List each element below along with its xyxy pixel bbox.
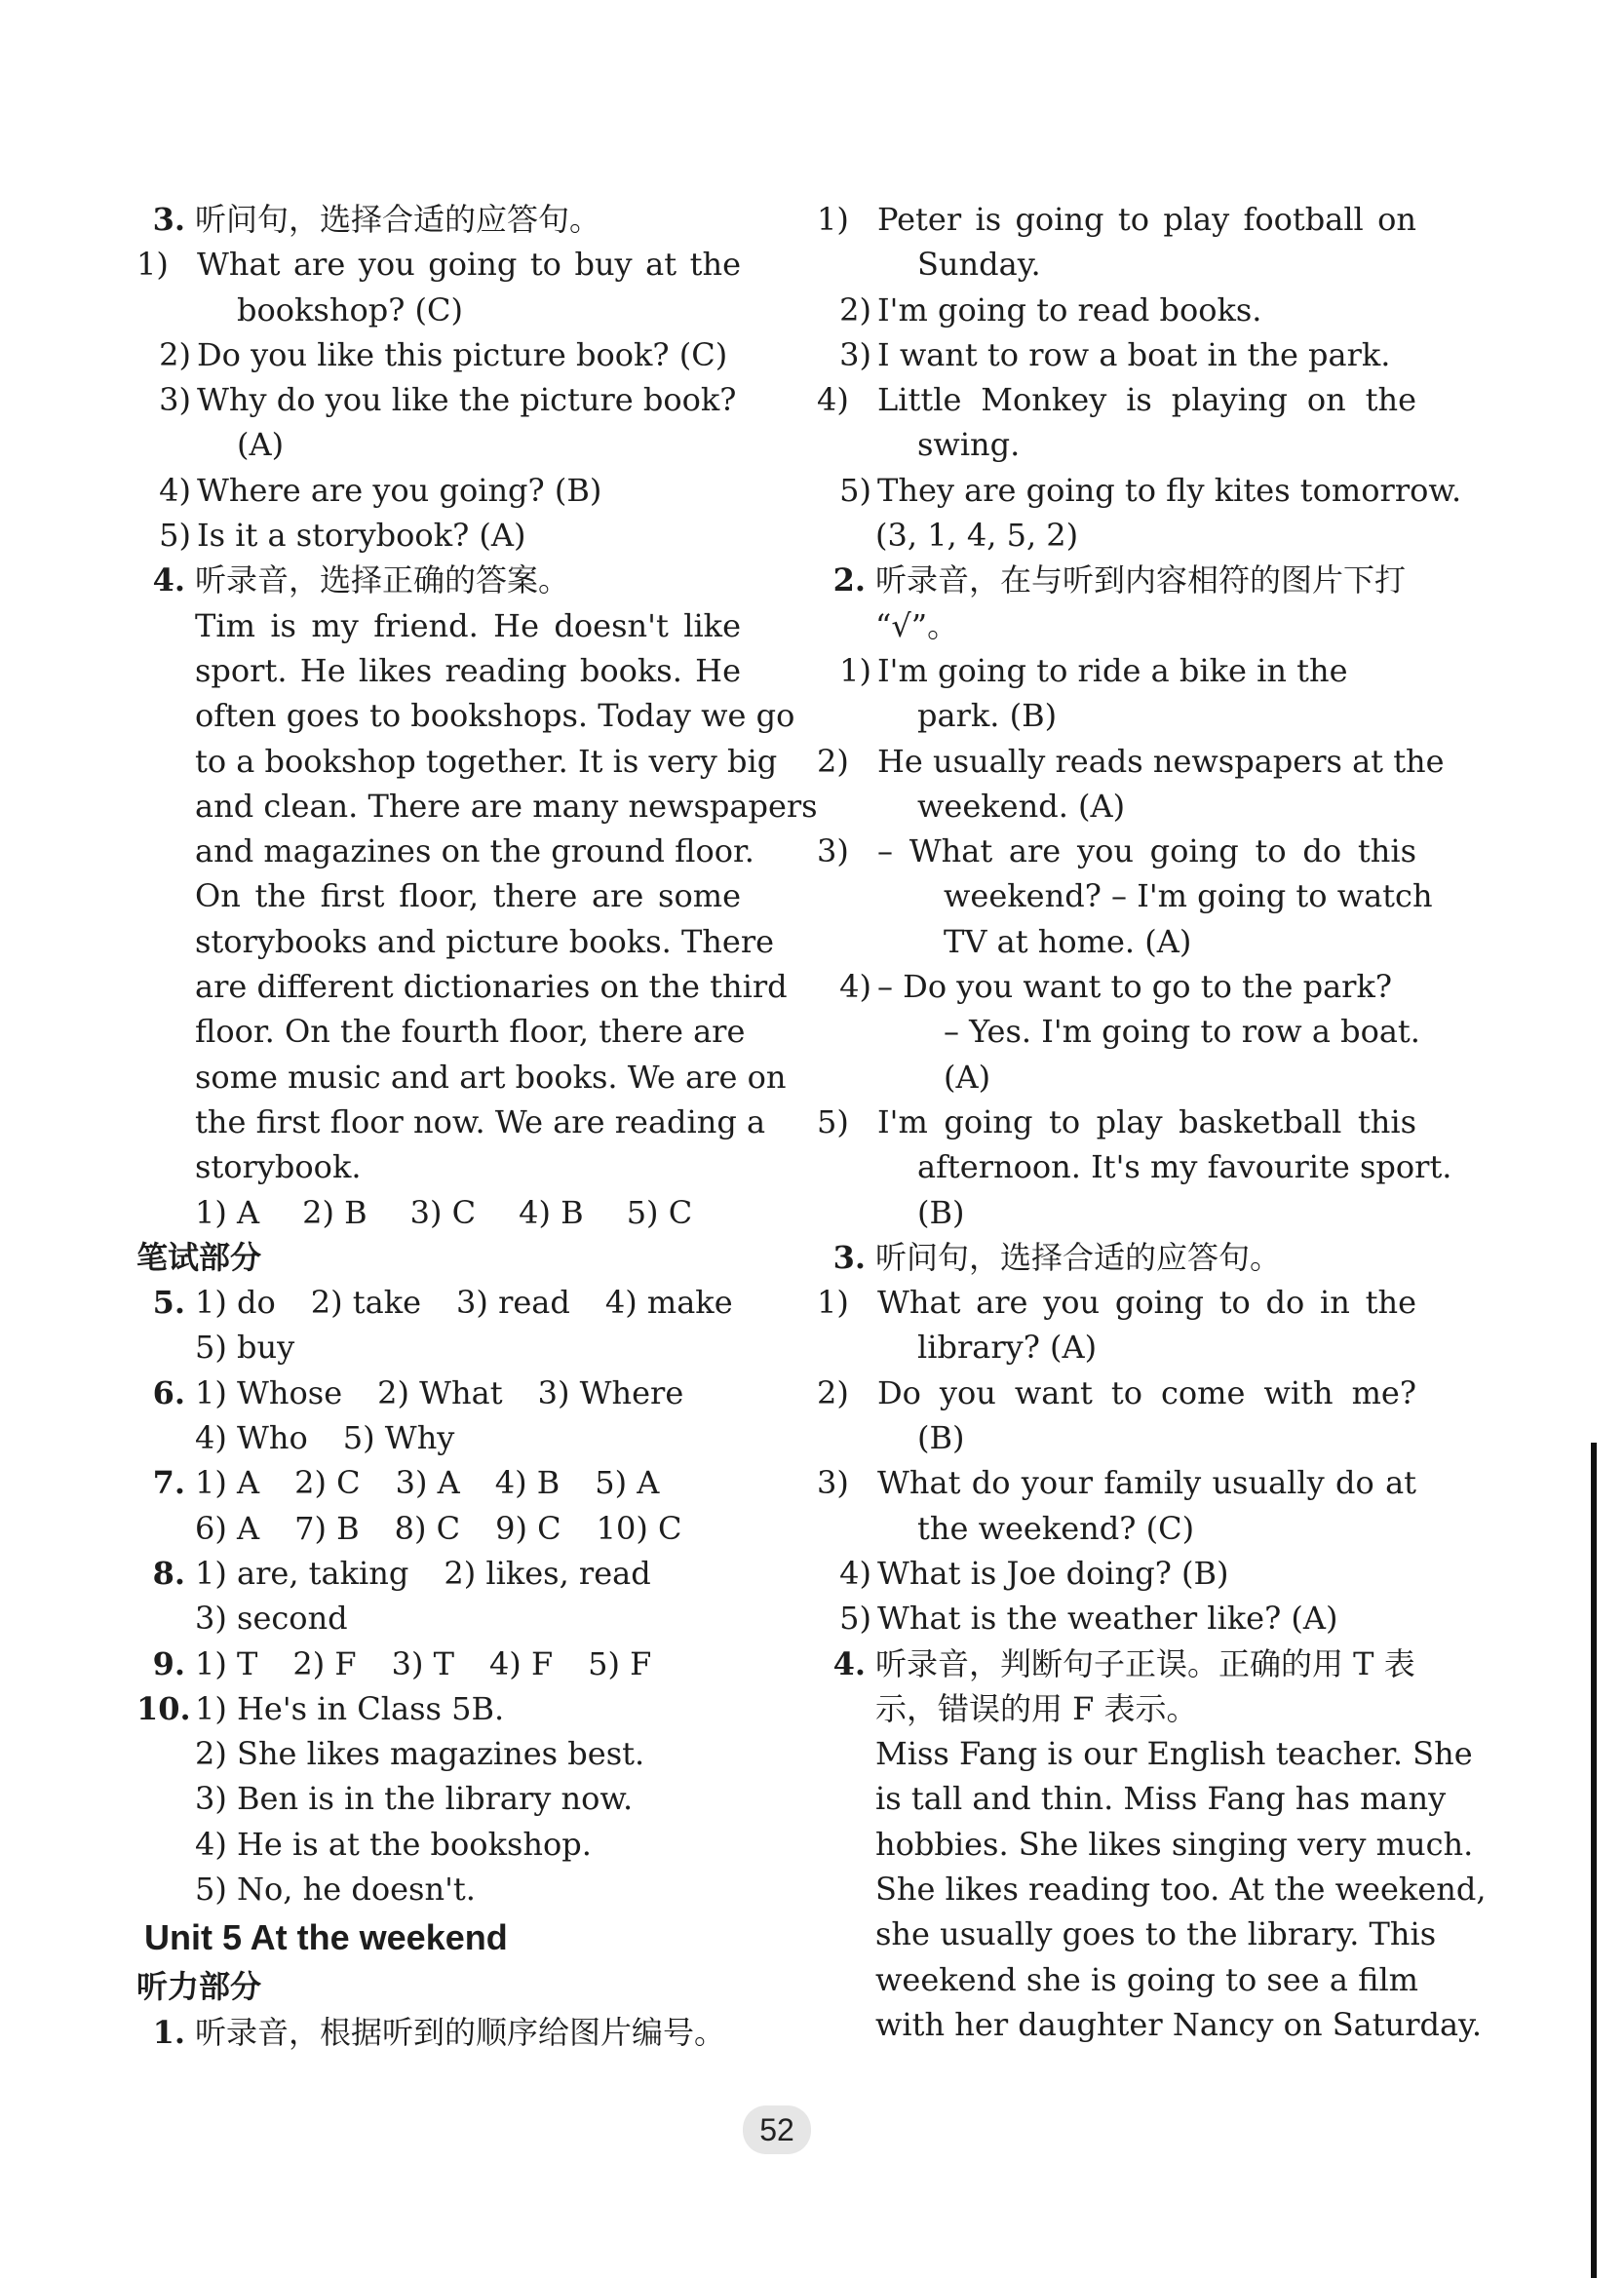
section-heading: 笔试部分 bbox=[136, 1238, 262, 1276]
answer-item: 5) No, he doesn't. bbox=[195, 1870, 476, 1908]
answer-item: 7) B bbox=[294, 1509, 360, 1547]
question-number: 9. bbox=[152, 1644, 185, 1682]
answer-line bbox=[136, 1415, 741, 1460]
page-number: 52 bbox=[743, 2105, 811, 2154]
answer-item: 4) Who bbox=[195, 1419, 308, 1457]
paragraph-line: to a bookshop together. It is very big bbox=[195, 742, 778, 780]
answer-item: 5) Why bbox=[342, 1419, 455, 1457]
answer-item: 8) C bbox=[394, 1509, 461, 1547]
sub-item-text: What are you going to buy at the bbox=[197, 246, 741, 284]
answer-item: 1) A bbox=[195, 1464, 260, 1502]
answer-item: 2) C bbox=[294, 1464, 361, 1502]
answer-line bbox=[136, 1686, 741, 1731]
answer-item: 1) do bbox=[195, 1284, 276, 1322]
answer-item: 4) B bbox=[519, 1193, 584, 1231]
answer-item: 3) read bbox=[456, 1284, 570, 1322]
continuation-line: (B) bbox=[917, 1193, 965, 1231]
answer-item: 5) buy bbox=[195, 1329, 295, 1367]
answer-item: 5) C bbox=[626, 1193, 693, 1231]
question-number: 4. bbox=[152, 561, 185, 599]
continuation-line: (A) bbox=[944, 1058, 991, 1096]
continuation-line: (A) bbox=[237, 426, 285, 464]
question-number: 2. bbox=[832, 561, 866, 599]
paragraph-line: storybooks and picture books. There bbox=[195, 922, 775, 960]
answer-item: 4) F bbox=[488, 1644, 554, 1682]
sub-item-number: 3) bbox=[839, 335, 871, 373]
sub-item-line bbox=[817, 1460, 1416, 1505]
sub-item-text: – What are you going to do this bbox=[877, 832, 1416, 870]
continuation-line: Sunday. bbox=[917, 246, 1041, 284]
continuation-line: – Yes. I'm going to row a boat. bbox=[944, 1013, 1420, 1051]
sub-item-number: 2) bbox=[839, 290, 871, 328]
sub-item-line bbox=[136, 513, 741, 558]
answer-line bbox=[136, 1190, 741, 1235]
paragraph-line: hobbies. She likes singing very much. bbox=[875, 1825, 1474, 1863]
sub-item-text: Why do you like the picture book? bbox=[197, 381, 737, 419]
question-line bbox=[136, 197, 741, 242]
sub-item-text: Is it a storybook? (A) bbox=[197, 517, 526, 555]
sub-item-line bbox=[817, 964, 1416, 1009]
answer-line bbox=[136, 1596, 741, 1641]
question-line bbox=[817, 558, 1416, 602]
answer-line bbox=[136, 1641, 741, 1686]
sub-item-line bbox=[817, 332, 1416, 377]
sub-item-text: What do your family usually do at bbox=[877, 1464, 1416, 1502]
question-text: 听录音，根据听到的顺序给图片编号。 bbox=[195, 2013, 726, 2051]
answer-item: 4) make bbox=[604, 1284, 733, 1322]
answer-item: 3) Where bbox=[537, 1373, 684, 1411]
continuation-line: weekend? – I'm going to watch bbox=[944, 877, 1433, 915]
answer-item: 3) T bbox=[391, 1644, 454, 1682]
sub-item-line bbox=[136, 242, 741, 287]
paragraph-line: some music and art books. We are on bbox=[195, 1058, 787, 1096]
continuation-line: bookshop? (C) bbox=[237, 290, 463, 328]
sub-item-text: What is the weather like? (A) bbox=[877, 1600, 1338, 1638]
sub-item-text: Where are you going? (B) bbox=[197, 471, 602, 509]
answer-item: 3) Ben is in the library now. bbox=[195, 1780, 634, 1818]
page-edge-line bbox=[1591, 1443, 1597, 2278]
sub-item-number: 4) bbox=[817, 381, 849, 419]
answer-item: 1) Whose bbox=[195, 1373, 343, 1411]
continuation-line: TV at home. (A) bbox=[944, 922, 1192, 960]
sub-item-number: 5) bbox=[159, 517, 191, 555]
question-text: 听问句，选择合适的应答句。 bbox=[875, 1238, 1282, 1276]
sub-item-number: 4) bbox=[839, 968, 871, 1006]
sub-item-text: Little Monkey is playing on the bbox=[877, 381, 1416, 419]
question-line bbox=[136, 558, 741, 602]
paragraph-line: weekend she is going to see a film bbox=[875, 1960, 1419, 1998]
paragraph-line: 示，错误的用 F 表示。 bbox=[875, 1689, 1198, 1727]
answer-line bbox=[136, 1506, 741, 1551]
sub-item-number: 4) bbox=[159, 471, 191, 509]
question-number: 5. bbox=[152, 1284, 185, 1322]
sub-item-line bbox=[136, 332, 741, 377]
sub-item-number: 5) bbox=[839, 471, 871, 509]
paragraph-line: often goes to bookshops. Today we go bbox=[195, 697, 795, 735]
sub-item-text: What is Joe doing? (B) bbox=[877, 1554, 1229, 1592]
sub-item-line bbox=[817, 739, 1445, 784]
answer-item: 4) B bbox=[494, 1464, 561, 1502]
sub-item-line bbox=[136, 377, 741, 422]
question-number: 10. bbox=[136, 1689, 191, 1727]
question-text: 听录音，判断句子正误。正确的用 T 表 bbox=[875, 1644, 1415, 1682]
answer-item: 1) T bbox=[195, 1644, 258, 1682]
sub-item-line bbox=[817, 197, 1416, 242]
answer-item: 1) A bbox=[195, 1193, 260, 1231]
sub-item-line bbox=[817, 1551, 1416, 1596]
answer-item: 2) take bbox=[310, 1284, 422, 1322]
sub-item-line bbox=[817, 1596, 1416, 1641]
sub-item-number: 1) bbox=[839, 651, 871, 689]
sub-item-line bbox=[817, 288, 1416, 332]
answer-item: 1) He's in Class 5B. bbox=[195, 1689, 505, 1727]
sub-item-number: 1) bbox=[817, 201, 849, 238]
sub-item-text: I'm going to ride a bike in the bbox=[877, 651, 1348, 689]
sub-item-line bbox=[817, 1280, 1416, 1325]
answer-line bbox=[136, 1371, 741, 1415]
sub-item-line bbox=[817, 829, 1416, 873]
sub-item-line bbox=[817, 1371, 1416, 1415]
sub-item-text: Do you like this picture book? (C) bbox=[197, 335, 728, 373]
question-text: 听问句，选择合适的应答句。 bbox=[195, 201, 601, 238]
continuation-line: park. (B) bbox=[917, 697, 1058, 735]
answer-item: 9) C bbox=[495, 1509, 561, 1547]
sub-item-number: 3) bbox=[817, 1464, 849, 1502]
sub-item-number: 2) bbox=[159, 335, 191, 373]
sub-item-line bbox=[817, 468, 1462, 513]
paragraph-line: she usually goes to the library. This bbox=[875, 1915, 1437, 1953]
answer-line bbox=[136, 1551, 741, 1596]
answer-line bbox=[136, 1867, 741, 1911]
paragraph-line: with her daughter Nancy on Saturday. bbox=[875, 2005, 1483, 2043]
sub-item-line bbox=[817, 1100, 1416, 1144]
sub-item-number: 3) bbox=[159, 381, 191, 419]
answer-line bbox=[136, 1460, 741, 1505]
sub-item-number: 5) bbox=[839, 1600, 871, 1638]
paragraph-line: Miss Fang is our English teacher. She bbox=[875, 1735, 1473, 1773]
paragraph-line: and clean. There are many newspapers bbox=[195, 787, 818, 825]
question-text: 听录音，在与听到内容相符的图片下打 bbox=[875, 561, 1407, 599]
answer-line bbox=[136, 1731, 741, 1776]
answer-item: 2) What bbox=[377, 1373, 503, 1411]
continuation-line: library? (A) bbox=[917, 1329, 1098, 1367]
unit-title: Unit 5 At the weekend bbox=[144, 1917, 508, 1958]
answer-sequence: (3, 1, 4, 5, 2) bbox=[875, 517, 1079, 555]
answer-line bbox=[136, 1822, 741, 1867]
sub-item-line bbox=[136, 468, 741, 513]
answer-item: 2) F bbox=[292, 1644, 357, 1682]
answer-line bbox=[136, 1325, 741, 1370]
sub-item-number: 1) bbox=[136, 246, 169, 284]
answer-item: 2) likes, read bbox=[444, 1554, 651, 1592]
question-text: 听录音，选择正确的答案。 bbox=[195, 561, 570, 599]
sub-item-text: Do you want to come with me? bbox=[877, 1373, 1416, 1411]
paragraph-line: She likes reading too. At the weekend, bbox=[875, 1870, 1487, 1908]
answer-item: 4) He is at the bookshop. bbox=[195, 1825, 592, 1863]
answer-item: 5) F bbox=[588, 1644, 652, 1682]
left-column bbox=[136, 197, 818, 2055]
question-number: 4. bbox=[832, 1644, 866, 1682]
section-heading: 听力部分 bbox=[136, 1968, 262, 2006]
continuation-line: (B) bbox=[917, 1419, 965, 1457]
sub-item-number: 3) bbox=[817, 832, 849, 870]
question-line bbox=[817, 1235, 1416, 1280]
paragraph-line: the first floor now. We are reading a bbox=[195, 1102, 766, 1140]
question-number: 8. bbox=[152, 1554, 185, 1592]
answer-item: 3) second bbox=[195, 1600, 348, 1638]
sub-item-number: 2) bbox=[817, 1373, 849, 1411]
answer-item: 5) A bbox=[595, 1464, 660, 1502]
sub-item-text: I want to row a boat in the park. bbox=[877, 335, 1391, 373]
sub-item-number: 1) bbox=[817, 1284, 849, 1322]
paragraph-line: floor. On the fourth floor, there are bbox=[195, 1013, 746, 1051]
answer-line bbox=[136, 1776, 741, 1821]
continuation-line: swing. bbox=[917, 426, 1021, 464]
sub-item-number: 5) bbox=[817, 1102, 849, 1140]
answer-item: 10) C bbox=[596, 1509, 682, 1547]
continuation-line: the weekend? (C) bbox=[917, 1509, 1195, 1547]
paragraph-line: On the first floor, there are some bbox=[195, 877, 741, 915]
sub-item-text: I'm going to read books. bbox=[877, 290, 1262, 328]
question-number: 3. bbox=[152, 201, 185, 238]
paragraph-line: are different dictionaries on the third bbox=[195, 968, 788, 1006]
continuation-line: weekend. (A) bbox=[917, 787, 1126, 825]
sub-item-number: 2) bbox=[817, 742, 849, 780]
paragraph-line: is tall and thin. Miss Fang has many bbox=[875, 1780, 1447, 1818]
question-line bbox=[136, 2010, 741, 2055]
paragraph-line: “√”。 bbox=[875, 606, 959, 644]
paragraph-line: storybook. bbox=[195, 1148, 362, 1186]
question-number: 3. bbox=[832, 1238, 866, 1276]
sub-item-text: – Do you want to go to the park? bbox=[877, 968, 1392, 1006]
right-column bbox=[817, 197, 1487, 2047]
paragraph-line: sport. He likes reading books. He bbox=[195, 651, 741, 689]
sub-item-text: What are you going to do in the bbox=[877, 1284, 1416, 1322]
paragraph-line: Tim is my friend. He doesn't like bbox=[195, 606, 741, 644]
question-line bbox=[817, 1641, 1416, 1686]
answer-item: 2) B bbox=[302, 1193, 367, 1231]
sub-item-line bbox=[817, 648, 1416, 693]
question-number: 1. bbox=[152, 2013, 185, 2051]
answer-item: 6) A bbox=[195, 1509, 260, 1547]
answer-line bbox=[136, 1280, 741, 1325]
sub-item-text: He usually reads newspapers at the bbox=[877, 742, 1445, 780]
answer-item: 1) are, taking bbox=[195, 1554, 409, 1592]
sub-item-text: I'm going to play basketball this bbox=[877, 1102, 1416, 1140]
sub-item-text: Peter is going to play football on bbox=[877, 201, 1416, 238]
question-number: 7. bbox=[152, 1464, 185, 1502]
answer-item: 3) C bbox=[409, 1193, 477, 1231]
continuation-line: afternoon. It's my favourite sport. bbox=[917, 1148, 1452, 1186]
question-number: 6. bbox=[152, 1373, 185, 1411]
answer-item: 2) She likes magazines best. bbox=[195, 1735, 645, 1773]
answer-item: 3) A bbox=[395, 1464, 460, 1502]
sub-item-number: 4) bbox=[839, 1554, 871, 1592]
sub-item-line bbox=[817, 377, 1416, 422]
sub-item-text: They are going to fly kites tomorrow. bbox=[877, 471, 1462, 509]
paragraph-line: and magazines on the ground floor. bbox=[195, 832, 754, 870]
